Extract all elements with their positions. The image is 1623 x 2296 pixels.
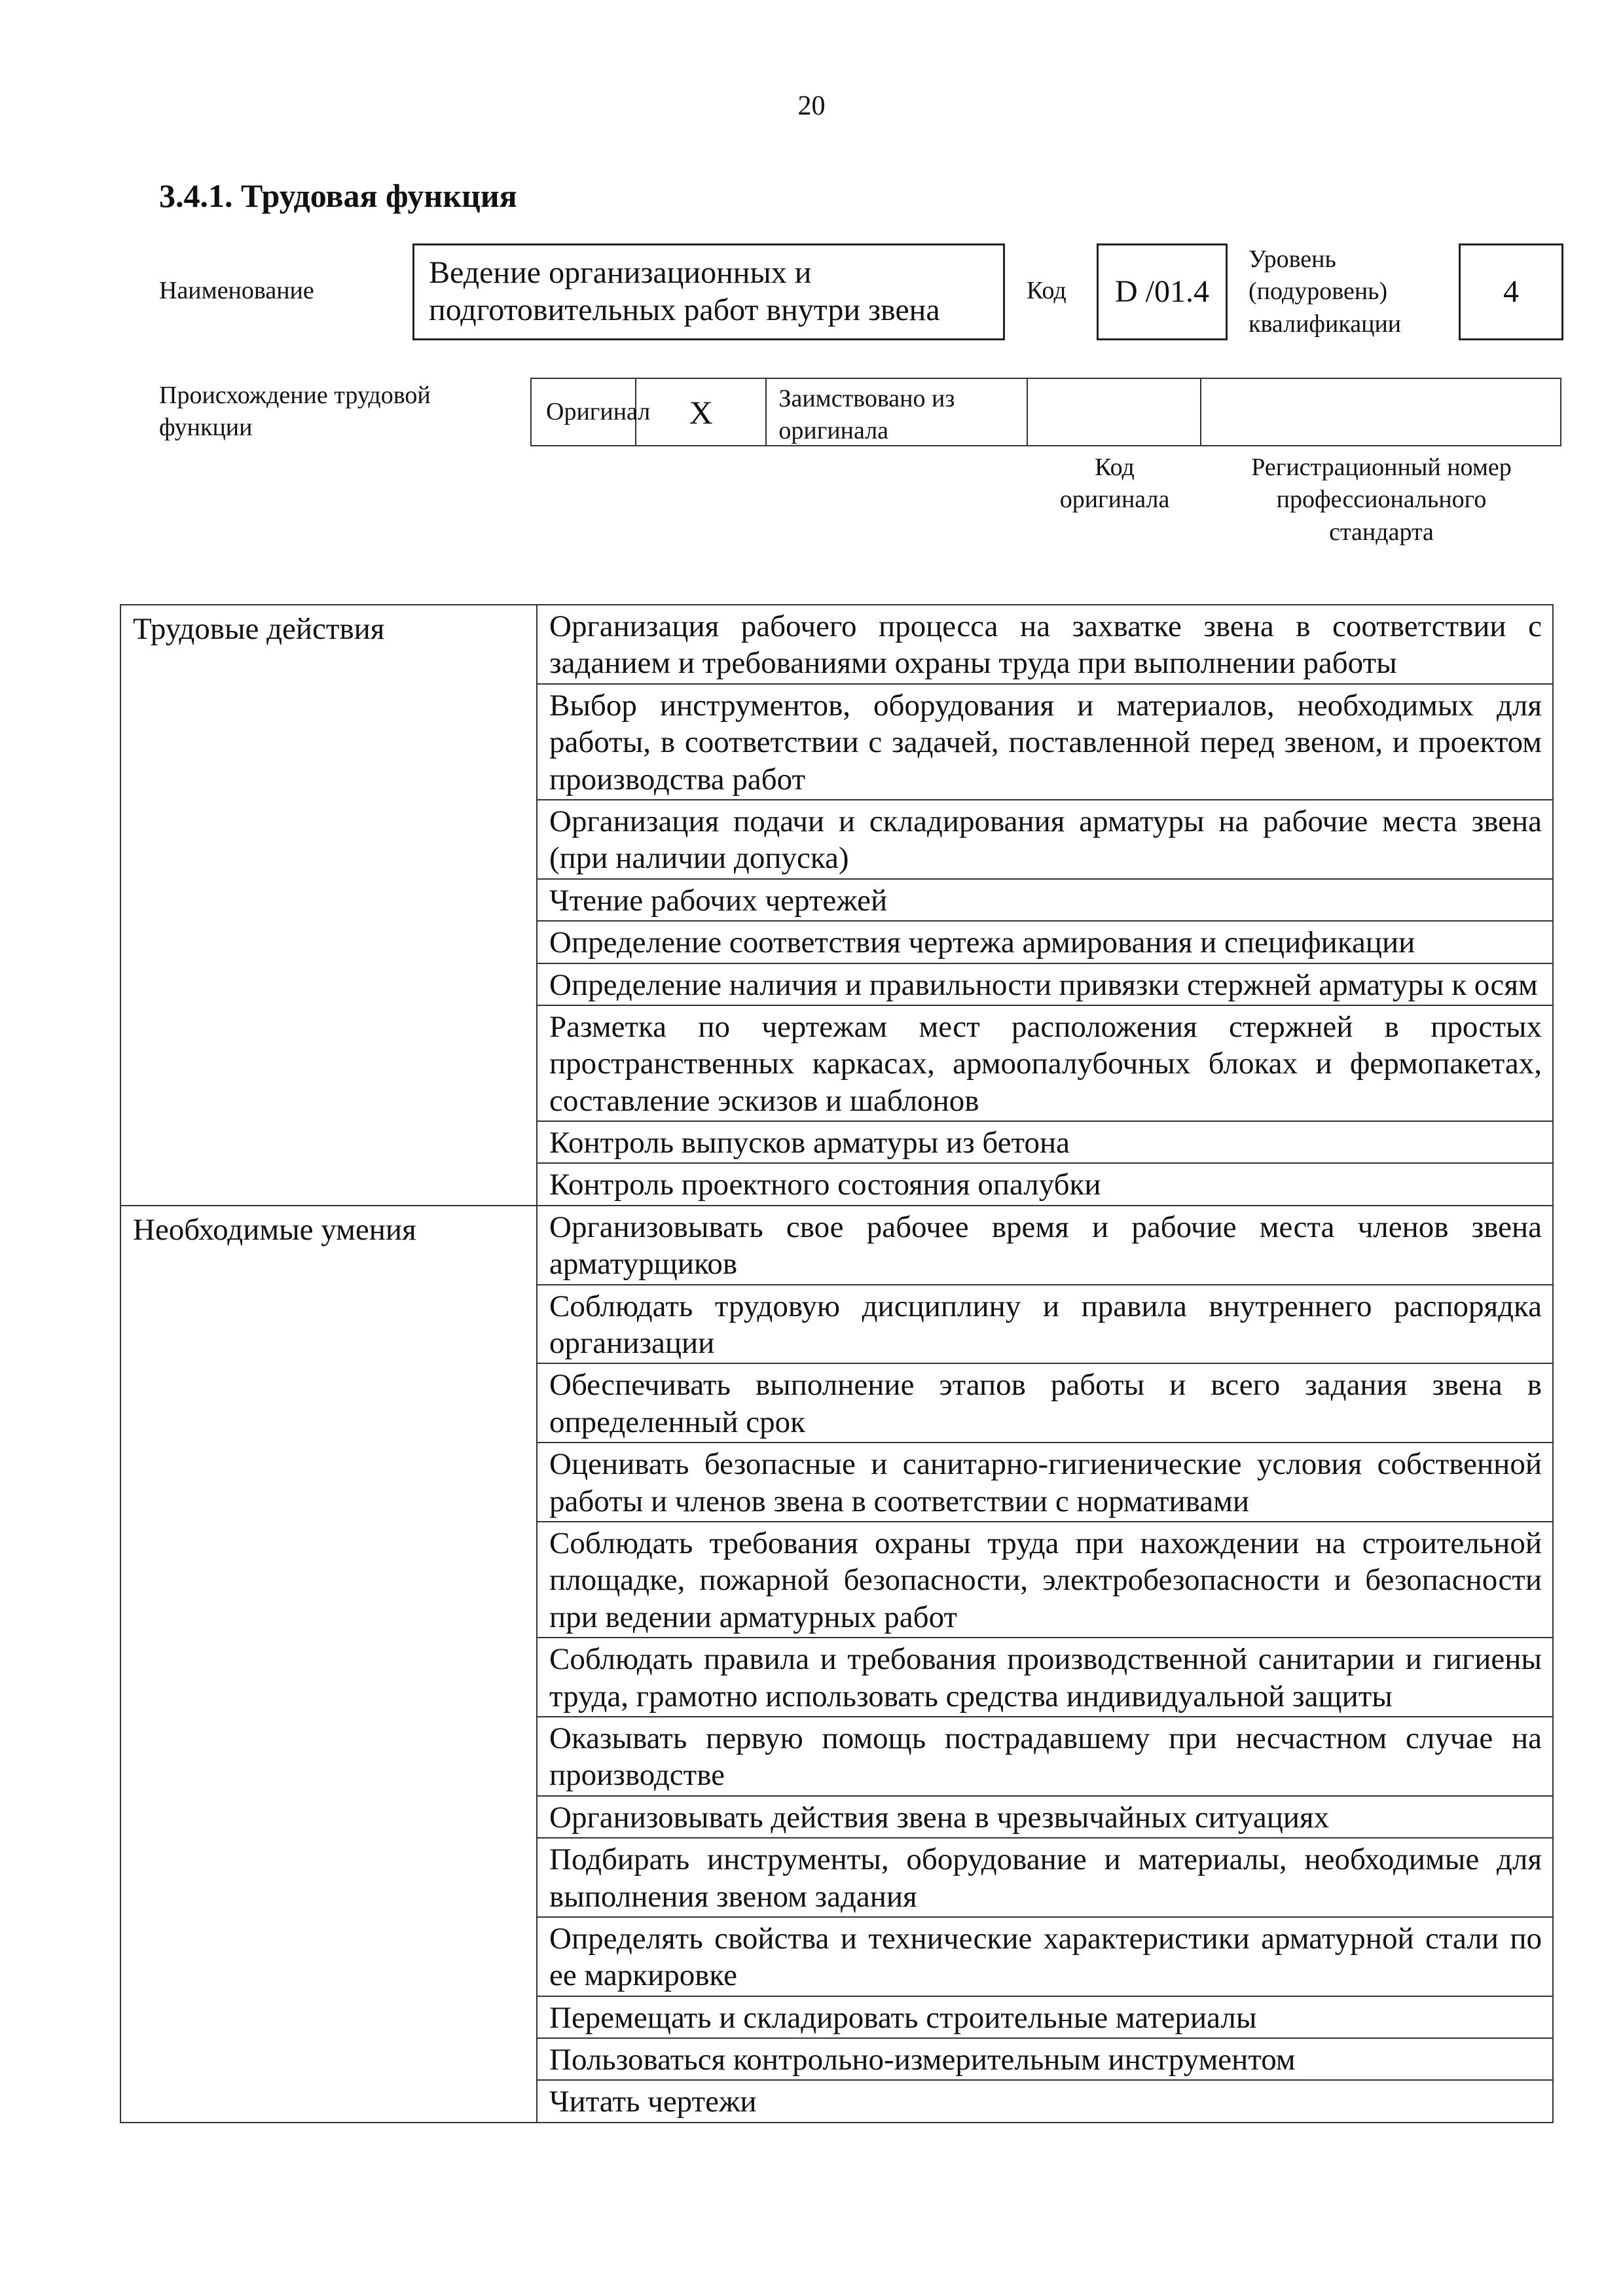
code-caption-line2: оригинала (1059, 486, 1170, 514)
borrowed-line2: оригинала (778, 417, 889, 445)
table-cell-item: Соблюдать правила и требования производственной санитарии и гигиены труда, грамотно использовать средства индивидуальной защиты (537, 1638, 1553, 1717)
table-row (120, 605, 1553, 684)
table-cell-item: Пользоваться контрольно-измерительным инструментом (537, 2038, 1553, 2080)
table-cell-item: Выбор инструментов, оборудования и материалов, необходимых для работы, в соответствии с задачей, поставленной перед звеном, и проектом производства работ (537, 684, 1553, 800)
registration-number-caption (1201, 452, 1561, 548)
level-label-line2: (подуровень) (1249, 278, 1388, 306)
level-label-line1: Уровень (1249, 245, 1336, 273)
table-cell-item: Перемещать и складировать строительные материалы (537, 1996, 1553, 2038)
origin-table (530, 378, 1561, 446)
page-number: 20 (797, 91, 826, 121)
table-cell-item: Определение наличия и правильности привязки стержней арматуры к осям (537, 963, 1553, 1005)
section-title-required-skills: Необходимые умения (120, 1206, 537, 2123)
table-cell-item: Организация подачи и складирования арматуры на рабочие места звена (при наличии допуска) (537, 800, 1553, 879)
table-cell-item: Разметка по чертежам мест расположения стержней в простых пространственных каркасах, армоопалубочных блоках и фермопакетах, составление эскизов и шаблонов (537, 1005, 1553, 1121)
origin-label (159, 380, 500, 444)
function-name-line1: Ведение организационных и (429, 255, 812, 291)
borrowed-line1: Заимствовано из (778, 385, 955, 412)
reg-caption-line1: Регистрационный номер (1251, 454, 1512, 481)
table-cell-item: Читать чертежи (537, 2080, 1553, 2122)
function-name-line2: подготовительных работ внутри звена (429, 293, 940, 327)
original-mark-cell: X (636, 379, 767, 445)
labor-function-table (120, 604, 1554, 2123)
table-cell-item: Оказывать первую помощь пострадавшему при несчастном случае на производстве (537, 1717, 1553, 1796)
table-cell-item: Соблюдать требования охраны труда при нахождении на строительной площадке, пожарной безопасности, электробезопасности и безопасности при ведении арматурных работ (537, 1522, 1553, 1638)
borrowed-cell (767, 379, 1028, 445)
level-label (1249, 243, 1471, 340)
original-cell: Оригинал (532, 379, 636, 445)
code-value-box: D /01.4 (1097, 243, 1228, 340)
table-cell-item: Соблюдать трудовую дисциплину и правила внутреннего распорядка организации (537, 1285, 1553, 1364)
table-cell-item: Контроль проектного состояния опалубки (537, 1163, 1553, 1205)
section-title-labor-actions: Трудовые действия (120, 605, 537, 1206)
table-cell-item: Обеспечивать выполнение этапов работы и всего задания звена в определенный срок (537, 1363, 1553, 1443)
table-cell-item: Чтение рабочих чертежей (537, 879, 1553, 921)
table-cell-item: Организовывать действия звена в чрезвычайных ситуациях (537, 1796, 1553, 1838)
original-code-cell (1028, 379, 1201, 445)
registration-number-cell (1201, 379, 1560, 445)
table-cell-item: Организация рабочего процесса на захватке звена в соответствии с заданием и требованиями охраны труда при выполнении работы (537, 605, 1553, 684)
function-name-box (412, 243, 1005, 340)
code-caption-line1: Код (1095, 454, 1135, 481)
table-cell-item: Определять свойства и технические характеристики арматурной стали по ее маркировке (537, 1917, 1553, 1996)
table-cell-item: Подбирать инструменты, оборудование и материалы, необходимые для выполнения звеном задания (537, 1838, 1553, 1917)
table-row (120, 1206, 1553, 1285)
table-cell-item: Оценивать безопасные и санитарно-гигиенические условия собственной работы и членов звена в соответствии с нормативами (537, 1443, 1553, 1522)
origin-label-line1: Происхождение трудовой (159, 382, 431, 409)
reg-caption-line3: стандарта (1329, 518, 1434, 546)
level-value-box: 4 (1459, 243, 1563, 340)
original-code-caption (1028, 452, 1201, 516)
code-label: Код (1027, 277, 1067, 304)
table-cell-item: Организовывать свое рабочее время и рабочие места членов звена арматурщиков (537, 1206, 1553, 1285)
reg-caption-line2: профессионального (1276, 486, 1487, 514)
name-label: Наименование (159, 277, 314, 304)
table-cell-item: Определение соответствия чертежа армирования и спецификации (537, 921, 1553, 963)
level-label-line3: квалификации (1249, 310, 1402, 338)
table-cell-item: Контроль выпусков арматуры из бетона (537, 1121, 1553, 1163)
origin-label-line2: функции (159, 414, 253, 442)
section-heading: 3.4.1. Трудовая функция (159, 177, 517, 214)
